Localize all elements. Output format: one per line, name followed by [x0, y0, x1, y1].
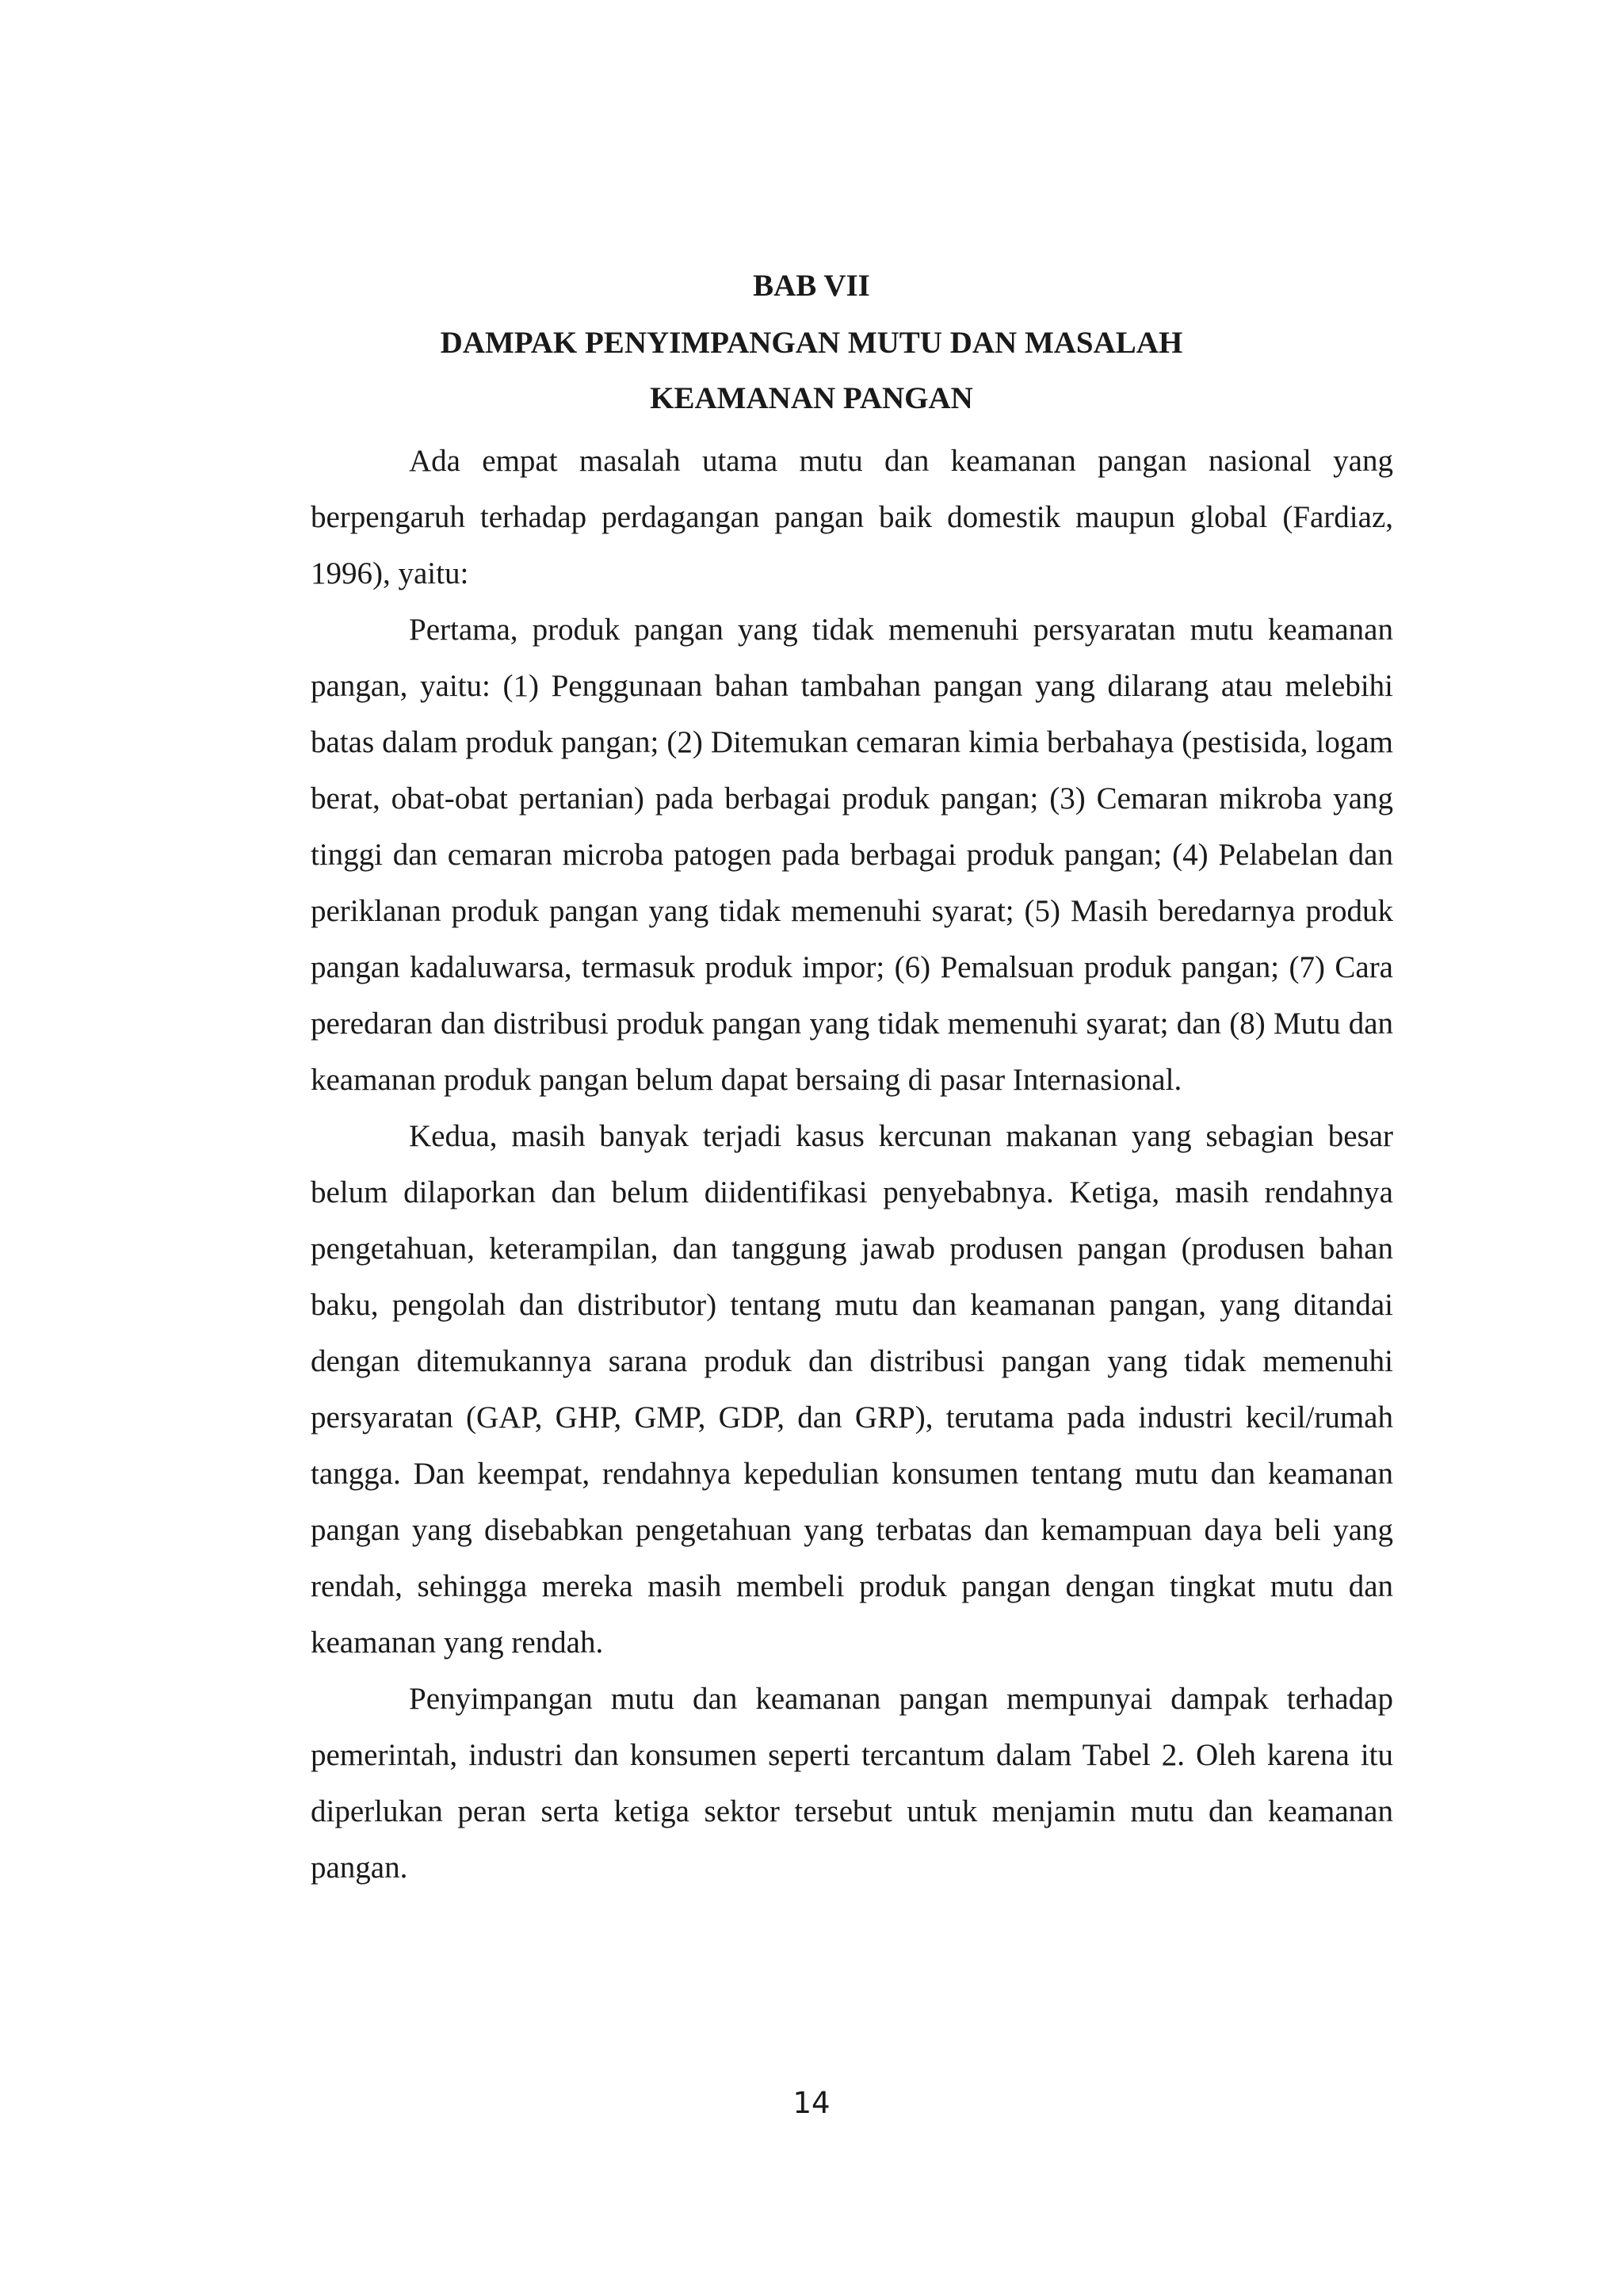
- chapter-title-line-1: DAMPAK PENYIMPANGAN MUTU DAN MASALAH: [440, 326, 1183, 360]
- paragraph-intro: Ada empat masalah utama mutu dan keamanan pangan nasional yang berpengaruh terhadap perdagangan pangan baik domestik maupun global (Fardiaz, 1996), yaitu:: [311, 444, 1393, 590]
- paragraph-kedua: Kedua, masih banyak terjadi kasus kercunan makanan yang sebagian besar belum dilaporkan dan belum diidentifikasi penyebabnya. Ketiga, masih rendahnya pengetahuan, keterampilan, dan tanggung jawab produsen pangan (produsen bahan baku, pengolah dan distributor) tentang mutu dan keamanan pangan, yang ditandai dengan ditemukannya sarana produk dan distribusi pangan yang tidak memenuhi persyaratan (GAP, GHP, GMP, GDP, dan GRP), terutama pada industri kecil/rumah tangga. Dan keempat, rendahnya kepedulian konsumen tentang mutu dan keamanan pangan yang disebabkan pengetahuan yang terbatas dan kemampuan daya beli yang rendah, sehingga mereka masih membeli produk pangan dengan tingkat mutu dan keamanan yang rendah.: [311, 1119, 1393, 1660]
- paragraph-penyimpangan: Penyimpangan mutu dan keamanan pangan mempunyai dampak terhadap pemerintah, industri dan konsumen seperti tercantum dalam Tabel 2. Oleh karena itu diperlukan peran serta ketiga sektor tersebut untuk menjamin mutu dan keamanan pangan.: [311, 1682, 1393, 1885]
- paragraph-pertama: Pertama, produk pangan yang tidak memenuhi persyaratan mutu keamanan pangan, yaitu: (1) Penggunaan bahan tambahan pangan yang dilarang atau melebihi batas dalam produk pangan; (2) Ditemukan cemaran kimia berbahaya (pestisida, logam berat, obat-obat pertanian) pada berbagai produk pangan; (3) Cemaran mikroba yang tinggi dan cemaran microba patogen pada berbagai produk pangan; (4) Pelabelan dan periklanan produk pangan yang tidak memenuhi syarat; (5) Masih beredarnya produk pangan kadaluwarsa, termasuk produk impor; (6) Pemalsuan produk pangan; (7) Cara peredaran dan distribusi produk pangan yang tidak memenuhi syarat; dan (8) Mutu dan keamanan produk pangan belum dapat bersaing di pasar Internasional.: [311, 613, 1393, 1097]
- chapter-label: BAB VII: [753, 269, 870, 303]
- chapter-title-line-2: KEAMANAN PANGAN: [650, 381, 973, 415]
- page-number: 14: [792, 2086, 831, 2120]
- body-text: [311, 433, 1393, 1896]
